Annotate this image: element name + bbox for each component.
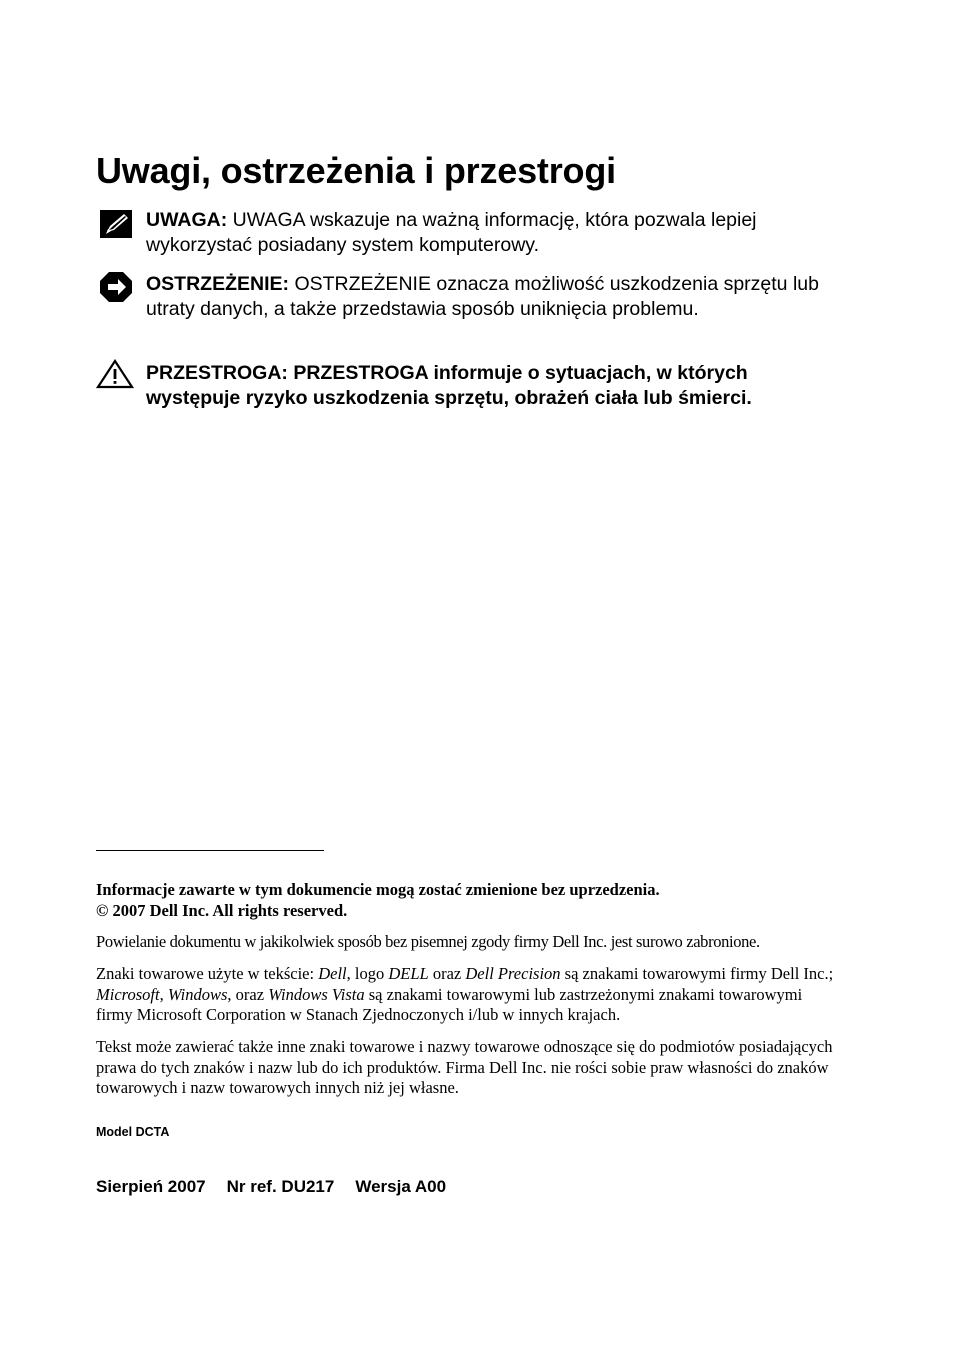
page-title: Uwagi, ostrzeżenia i przestrogi bbox=[96, 150, 616, 191]
caution-label: PRZESTROGA: bbox=[146, 362, 288, 384]
legal-other-marks bbox=[96, 1037, 836, 1099]
note-text: UWAGA wskazuje na ważną informację, która pozwala lepiej wykorzystać posiadany system komputerowy. bbox=[146, 209, 757, 256]
legal-notice-1 bbox=[96, 880, 836, 921]
reproduction-text: Powielanie dokumentu w jakikolwiek sposób bez pisemnej zgody firmy Dell Inc. jest surowo zabronione. bbox=[96, 932, 760, 951]
trademark-dell-precision: Dell Precision bbox=[465, 964, 561, 983]
trademark-windows-vista: Windows Vista bbox=[268, 984, 365, 1004]
note-block bbox=[96, 208, 836, 258]
warning-triangle-icon bbox=[96, 359, 134, 389]
trademark-dell: Dell bbox=[318, 964, 347, 983]
legal-trademarks bbox=[96, 964, 836, 1026]
stop-hand-icon bbox=[100, 272, 134, 302]
pencil-note-icon bbox=[100, 210, 134, 240]
document-footer bbox=[96, 1177, 467, 1197]
caution-text: PRZESTROGA informuje o sytuacjach, w których występuje ryzyko uszkodzenia sprzętu, obrażeń ciała lub śmierci. bbox=[146, 362, 752, 409]
note-label: UWAGA: bbox=[146, 209, 228, 231]
notice-text: OSTRZEŻENIE oznacza możliwość uszkodzenia sprzętu lub utraty danych, a także przedstawia sposób uniknięcia problemu. bbox=[146, 273, 819, 320]
notice-label: OSTRZEŻENIE: bbox=[146, 273, 290, 295]
change-notice: Informacje zawarte w tym dokumencie mogą zostać zmienione bez uprzedzenia. bbox=[96, 880, 660, 899]
model-number: Model DCTA bbox=[96, 1125, 170, 1139]
other-marks-text: Tekst może zawierać także inne znaki towarowe i nazwy towarowe odnoszące się do podmiotów posiadających prawa do tych znaków i nazw lub do ich produktów. Firma Dell Inc. nie rości sobie praw własności do znaków towarowych i nazw towarowych innych niż jej własne. bbox=[96, 1037, 833, 1097]
copyright: © 2007 Dell Inc. All rights reserved. bbox=[96, 900, 348, 920]
trademark-dell-logo: DELL bbox=[388, 964, 429, 983]
notice-block bbox=[96, 272, 836, 322]
trademark-windows: Windows bbox=[167, 984, 228, 1004]
footer-date: Sierpień 2007 bbox=[96, 1177, 206, 1196]
caution-block bbox=[96, 361, 836, 411]
legal-reproduction bbox=[96, 932, 836, 953]
footer-ref: Nr ref. DU217 bbox=[226, 1177, 335, 1196]
trademark-microsoft: Microsoft bbox=[96, 984, 160, 1004]
footer-version: Wersja A00 bbox=[355, 1177, 447, 1196]
trademarks-text: Znaki towarowe użyte w tekście: Dell, logo DELL oraz Dell Precision są znakami towarowymi firmy Dell Inc.; Microsoft, Windows, oraz Windows Vista są znakami towarowymi lub zastrzeżonymi znakami towarowymi firmy Microsoft Corporation w Stanach Zjednoczonych i/lub w innych krajach. bbox=[96, 964, 834, 1024]
footnote-divider bbox=[96, 850, 324, 851]
